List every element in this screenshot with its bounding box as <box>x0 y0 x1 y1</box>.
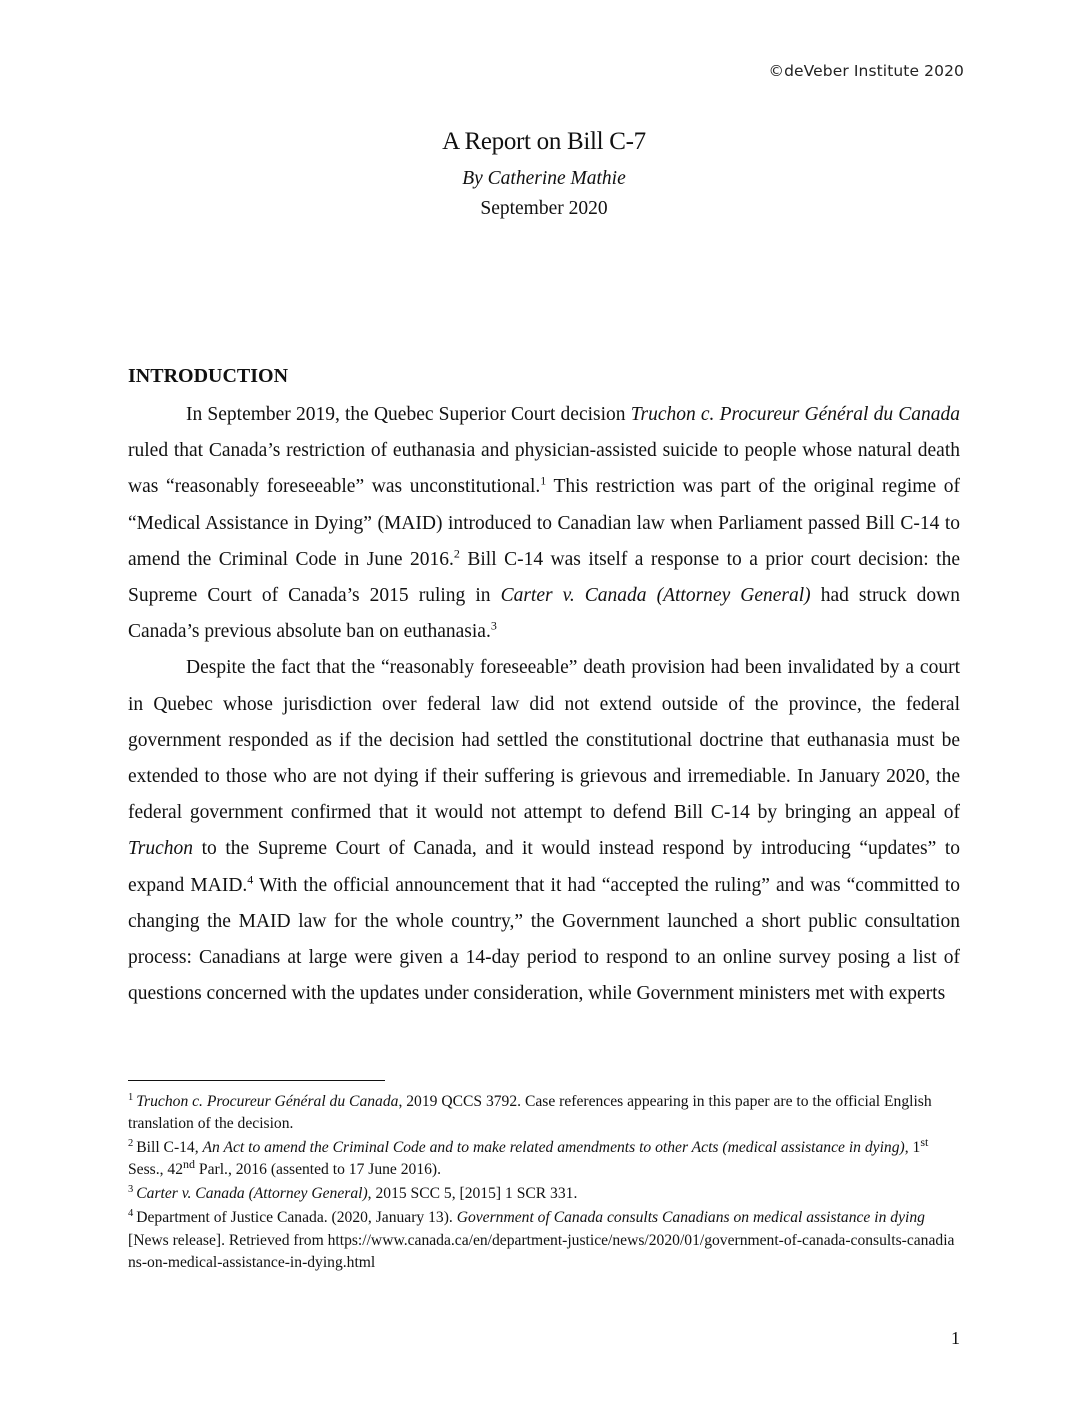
document-date: September 2020 <box>480 198 608 219</box>
footnote-italic: An Act to amend the Criminal Code and to make related amendments to other Acts (medical assistance in dying) <box>202 1139 905 1157</box>
p1-text-a: In September 2019, the Quebec Superior Court decision <box>186 404 631 425</box>
footnote-text: , 2019 QCCS 3792. Case references appearing in this paper are to the official English translation of the decision. <box>128 1093 932 1133</box>
footnote-1 <box>128 1091 960 1135</box>
document-title: A Report on Bill C-7 <box>442 128 646 155</box>
footnote-text: Bill C-14, <box>136 1139 203 1157</box>
footnote-text: Department of Justice Canada. (2020, January 13). <box>136 1209 457 1227</box>
introduction-body <box>128 397 960 1012</box>
author-byline: By Catherine Mathie <box>462 168 626 189</box>
footnote-2 <box>128 1137 960 1181</box>
introduction-heading: INTRODUCTION <box>128 365 289 387</box>
p2-text-a: Despite the fact that the “reasonably foreseeable” death provision had been invalidated by a court in Quebec whose jurisdiction over federal law did not extend outside of the province, the federal government responded as if the decision had settled the constitutional doctrine that euthanasia must be extended to those who are not dying if their suffering is grievous and irremediable. In January 2020, the federal government confirmed that it would not attempt to defend Bill C-14 by bringing an appeal of <box>128 657 960 824</box>
paragraph-1 <box>128 397 960 650</box>
footnote-text: Parl., 2016 (assented to 17 June 2016). <box>195 1161 442 1179</box>
footnote-text: , 1 <box>904 1139 921 1157</box>
p1-text-c: This restriction was part of the original regime of “Medical Assistance in Dying” (MAID) introduced to Canadian law when Parliament passed Bill C-14 to amend the Criminal Code in June 2016. <box>128 476 960 570</box>
p1-text-d: Bill C-14 was itself a response to a prior court decision: the Supreme Court of Canada’s 2015 ruling in <box>128 548 960 607</box>
footnote-url-link[interactable]: https://www.canada.ca/en/department-justice/news/2020/01/government-of-canada-consults-canadians-on-medical-assistance-in-dying.html <box>128 1231 955 1271</box>
footnote-number: 3 <box>128 1184 134 1196</box>
page-number: 1 <box>951 1328 960 1348</box>
footnote-ref-3[interactable]: 3 <box>490 618 497 633</box>
ordinal-suffix: nd <box>183 1157 196 1172</box>
footnote-number: 1 <box>128 1091 134 1103</box>
case-citation-truchon-short: Truchon <box>128 838 194 860</box>
paragraph-2 <box>128 650 960 1012</box>
copyright-header: ©deVeber Institute 2020 <box>768 62 964 80</box>
footnote-ref-1[interactable]: 1 <box>540 473 547 488</box>
footnote-separator <box>128 1080 385 1081</box>
title-block <box>0 128 1088 220</box>
footnote-text: Sess., 42 <box>128 1161 184 1179</box>
footnote-number: 4 <box>128 1208 134 1220</box>
footnote-3 <box>128 1183 960 1205</box>
case-citation-truchon: Truchon c. Procureur Général du Canada <box>630 404 960 425</box>
footnote-number: 2 <box>128 1138 134 1149</box>
footnote-italic: Truchon c. Procureur Général du Canada <box>136 1093 399 1110</box>
footnote-italic: Government of Canada consults Canadians on medical assistance in dying <box>456 1209 925 1227</box>
p1-text-e: had struck down Canada’s previous absolute ban on euthanasia. <box>128 585 960 643</box>
footnote-4 <box>128 1207 960 1273</box>
footnote-text: [News release]. Retrieved from <box>128 1231 328 1249</box>
footnote-ref-2[interactable]: 2 <box>453 546 460 561</box>
footnotes <box>128 1091 960 1276</box>
footnote-text: , 2015 SCC 5, [2015] 1 SCR 331. <box>367 1185 578 1203</box>
p1-text-b: ruled that Canada’s restriction of euthanasia and physician-assisted suicide to people whose natural death was “reasonably foreseeable” was unconstitutional. <box>128 440 960 498</box>
p2-text-b: to the Supreme Court of Canada, and it would instead respond by introducing “updates” to expand MAID. <box>128 838 960 896</box>
p2-text-c: With the official announcement that it had “accepted the ruling” and was “committed to changing the MAID law for the whole country,” the Government launched a short public consultation process: Canadians at large were given a 14-day period to respond to an online survey posing a list of questions concerned with the updates under consideration, while Government ministers met with experts <box>128 874 960 1005</box>
footnote-italic: Carter v. Canada (Attorney General) <box>136 1185 368 1203</box>
footnote-ref-4[interactable]: 4 <box>247 872 254 887</box>
case-citation-carter: Carter v. Canada (Attorney General) <box>500 585 811 607</box>
ordinal-suffix: st <box>920 1135 929 1149</box>
